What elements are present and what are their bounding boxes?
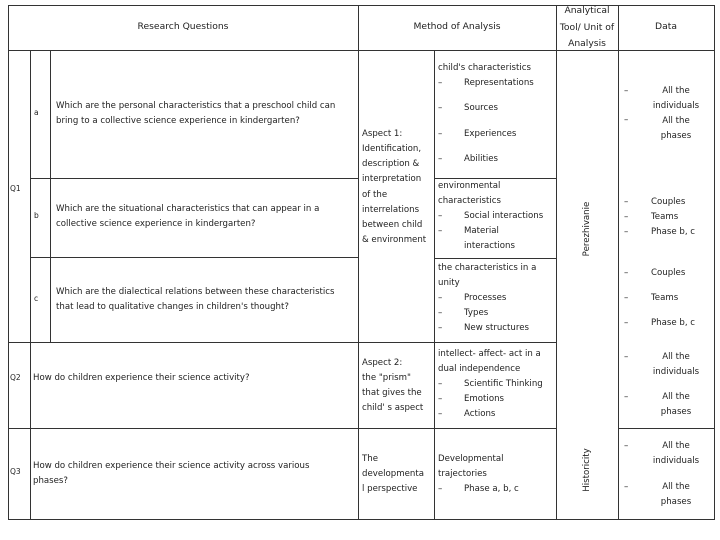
data-dash: – (624, 86, 629, 96)
aspect-line: interrelations (362, 204, 420, 215)
question-line: collective science experience in kindergarten? (56, 219, 256, 230)
question-line: that lead to qualitative changes in children's thought? (56, 302, 289, 313)
tool-historicity: Historicity (582, 448, 592, 492)
data-dash: – (624, 441, 629, 451)
data-line: All the (662, 482, 690, 492)
data-line: Teams (651, 293, 679, 303)
method-unity (438, 261, 536, 336)
data-dash: – (624, 197, 629, 207)
data-line: All the (662, 352, 690, 362)
method-item: – Representations (438, 78, 534, 89)
data-dash: – (624, 268, 629, 278)
method-environmental (438, 179, 543, 254)
header-tool (556, 3, 618, 53)
header-research-questions: Research Questions (137, 21, 229, 32)
method-heading: child's characteristics (438, 63, 531, 73)
data-dash: – (624, 227, 629, 237)
data-q2-a (640, 350, 712, 380)
q1-label: Q1 (10, 184, 21, 193)
method-item: – Material (438, 226, 499, 237)
data-line: Couples (651, 268, 686, 278)
aspect-line: & environment (362, 234, 427, 245)
method-item: – Types (438, 308, 489, 319)
question-line: How do children experience their science activity across various (33, 461, 310, 471)
header-data: Data (655, 21, 677, 32)
aspect-line: l perspective (362, 484, 418, 495)
aspect-line: The (362, 454, 378, 464)
method-heading: trajectories (438, 469, 487, 480)
data-line: individuals (652, 101, 700, 112)
method-heading: dual independence (438, 364, 521, 375)
q3-question (33, 459, 309, 489)
method-item: – Scientific Thinking (438, 379, 543, 390)
method-item: – Social interactions (438, 211, 544, 222)
q1b-question (56, 202, 319, 232)
aspect-line: Aspect 1: (362, 129, 403, 139)
q2-label: Q2 (10, 373, 21, 382)
aspect-2 (362, 356, 423, 416)
data-dash: – (624, 482, 629, 492)
data-q3-b (640, 480, 712, 510)
method-heading: unity (438, 278, 460, 289)
tool-perezhivanie: Perezhivanie (582, 201, 592, 257)
q1c-question (56, 285, 335, 315)
method-item: interactions (464, 241, 515, 252)
method-developmental (438, 452, 519, 497)
method-item: – Experiences (438, 129, 517, 139)
aspect-line: Aspect 2: (362, 358, 403, 368)
data-line: All the (662, 392, 690, 402)
data-line: phases (660, 407, 692, 418)
data-dash: – (624, 318, 629, 328)
data-line: phases (660, 497, 692, 508)
method-item: – Sources (438, 103, 498, 113)
data-line: Phase b, c (651, 227, 696, 238)
header-tool-line: Analytical (564, 5, 610, 16)
data-q3-a (640, 439, 712, 469)
method-item: – Processes (438, 293, 507, 304)
aspect-line: interpretation (362, 174, 422, 185)
aspect-line: description & (362, 159, 420, 170)
data-a (640, 84, 712, 145)
data-q2-b (640, 390, 712, 420)
method-item: – Actions (438, 409, 496, 420)
question-line: phases? (33, 476, 68, 487)
method-item: – Phase a, b, c (438, 484, 519, 495)
data-dash: – (624, 115, 629, 125)
data-line: phases (660, 131, 692, 142)
q1a-question (56, 99, 335, 129)
data-b (651, 195, 695, 240)
data-line: Couples (651, 197, 686, 207)
aspect-3 (362, 452, 424, 497)
question-line: bring to a collective science experience in kindergarten? (56, 116, 300, 127)
method-item: – Abilities (438, 154, 499, 164)
data-line: All the (662, 441, 690, 451)
data-line: Teams (651, 212, 679, 223)
data-dash: – (624, 352, 629, 362)
data-line: individuals (652, 456, 700, 467)
q1a-letter: a (34, 108, 39, 117)
header-method: Method of Analysis (413, 21, 501, 32)
method-heading: the characteristics in a (438, 263, 537, 273)
q1b-letter: b (34, 211, 39, 220)
method-item: – Emotions (438, 394, 504, 405)
header-tool-line: Tool/ Unit of (559, 21, 615, 33)
data-line: Phase b, c (651, 318, 696, 328)
aspect-1 (362, 127, 426, 248)
data-dash: – (624, 392, 629, 402)
aspect-line: developmenta (362, 469, 424, 480)
data-dash: – (624, 212, 629, 222)
method-heading: intellect- affect- act in a (438, 349, 541, 359)
method-heading: characteristics (438, 196, 501, 207)
question-line: Which are the dialectical relations between these characteristics (56, 287, 335, 297)
aspect-line: of the (362, 189, 388, 200)
aspect-line: Identification, (362, 144, 422, 155)
aspect-line: that gives the (362, 388, 422, 399)
data-line: individuals (652, 367, 700, 378)
method-child-characteristics (438, 61, 534, 91)
data-line: All the (662, 86, 690, 96)
aspect-line: the "prism" (362, 373, 411, 384)
data-dash: – (624, 293, 629, 303)
question-line: Which are the situational characteristics that can appear in a (56, 204, 320, 214)
q2-question: How do children experience their science activity? (33, 373, 250, 383)
q1c-letter: c (34, 294, 39, 303)
aspect-line: between child (362, 219, 423, 230)
question-line: Which are the personal characteristics that a preschool child can (56, 101, 336, 111)
data-line: All the (662, 116, 690, 127)
aspect-line: child' s aspect (362, 403, 424, 414)
method-heading: environmental (438, 181, 501, 191)
method-item: – New structures (438, 323, 529, 334)
method-heading: Developmental (438, 454, 504, 464)
method-intellect (438, 347, 543, 422)
q3-label: Q3 (10, 467, 21, 476)
header-tool-line: Analysis (568, 38, 606, 50)
